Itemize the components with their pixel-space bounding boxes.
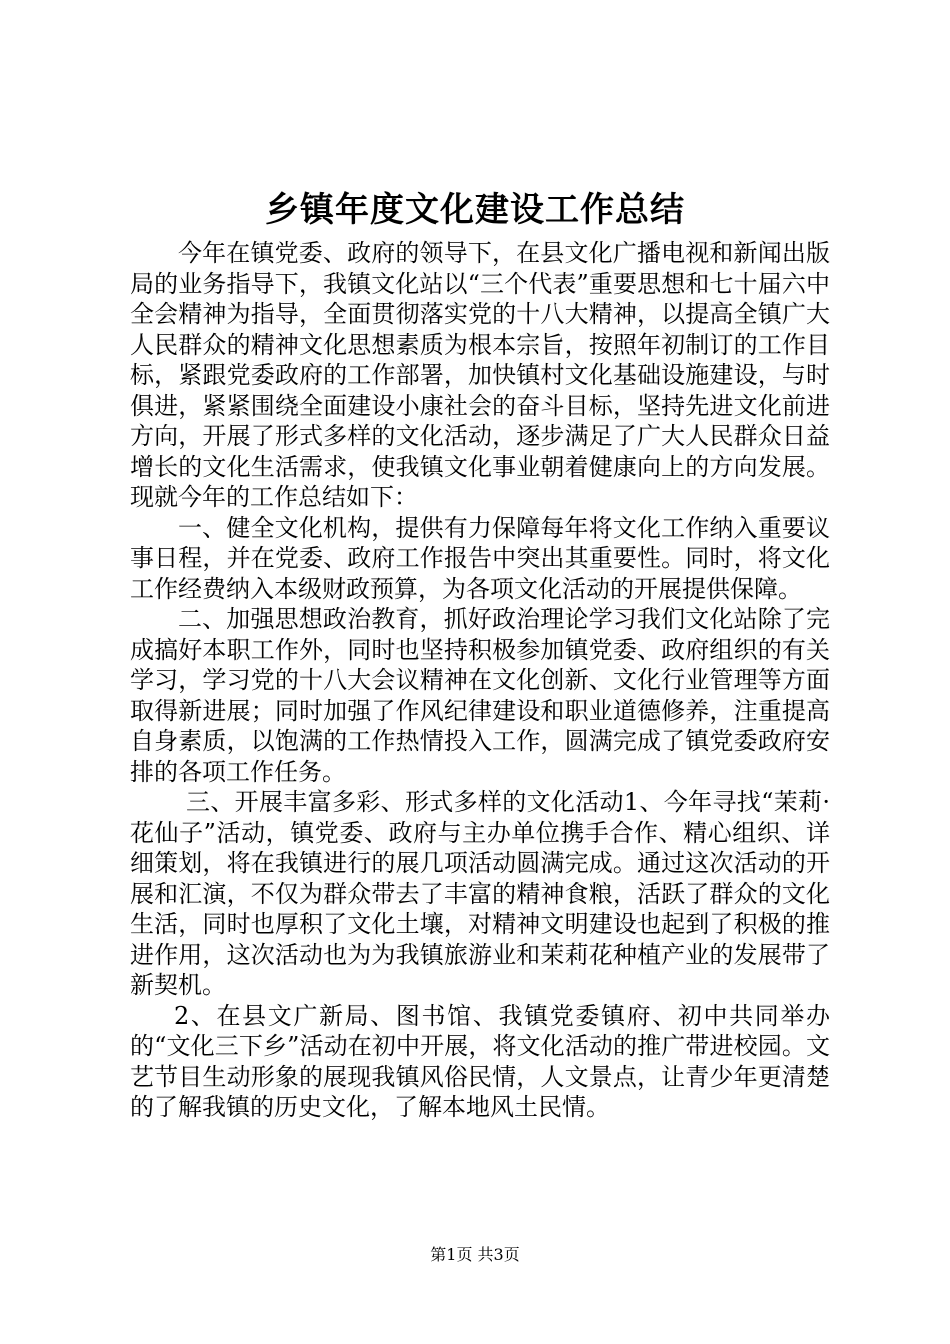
section-three-paragraph: 三、开展丰富多彩、形式多样的文化活动1、今年寻找“茉莉·花仙子”活动，镇党委、政府与主办单位携手合作、精心组织、详细策划，将在我镇进行的展几项活动圆满完成。通过这次活动的开展和汇演，不仅为群众带去了丰富的精神食粮，活跃了群众的文化生活，同时也厚积了文化土壤，对精神文明建设也起到了积极的推进作用，这次活动也为为我镇旅游业和茉莉花种植产业的发展带了新契机。 bbox=[130, 788, 830, 999]
section-one-paragraph: 一、健全文化机构，提供有力保障每年将文化工作纳入重要议事日程，并在党委、政府工作报告中突出其重要性。同时，将文化工作经费纳入本级财政预算，为各项文化活动的开展提供保障。 bbox=[130, 513, 830, 603]
section-three-item-two-paragraph: 2、在县文广新局、图书馆、我镇党委镇府、初中共同举办的“文化三下乡”活动在初中开展，将文化活动的推广带进校园。文艺节目生动形象的展现我镇风俗民情，人文景点，让青少年更清楚的了解我镇的历史文化，了解本地风土民情。 bbox=[130, 1001, 830, 1121]
document-title: 乡镇年度文化建设工作总结 bbox=[265, 190, 685, 230]
document-body bbox=[130, 238, 830, 1123]
intro-paragraph: 今年在镇党委、政府的领导下，在县文化广播电视和新闻出版局的业务指导下，我镇文化站以“三个代表”重要思想和七十届六中全会精神为指导，全面贯彻落实党的十八大精神，以提高全镇广大人民群众的精神文化思想素质为根本宗旨，按照年初制订的工作目标，紧跟党委政府的工作部署，加快镇村文化基础设施建设，与时俱进，紧紧围绕全面建设小康社会的奋斗目标，坚持先进文化前进方向，开展了形式多样的文化活动，逐步满足了广大人民群众日益增长的文化生活需求，使我镇文化事业朝着健康向上的方向发展。现就今年的工作总结如下： bbox=[130, 239, 830, 511]
page-number-footer: 第1页 共3页 bbox=[430, 1245, 520, 1264]
section-two-paragraph: 二、加强思想政治教育，抓好政治理论学习我们文化站除了完成搞好本职工作外，同时也坚持积极参加镇党委、政府组织的有关学习，学习党的十八大会议精神在文化创新、文化行业管理等方面取得新进展；同时加强了作风纪律建设和职业道德修养，注重提高自身素质，以饱满的工作热情投入工作，圆满完成了镇党委政府安排的各项工作任务。 bbox=[130, 605, 830, 786]
